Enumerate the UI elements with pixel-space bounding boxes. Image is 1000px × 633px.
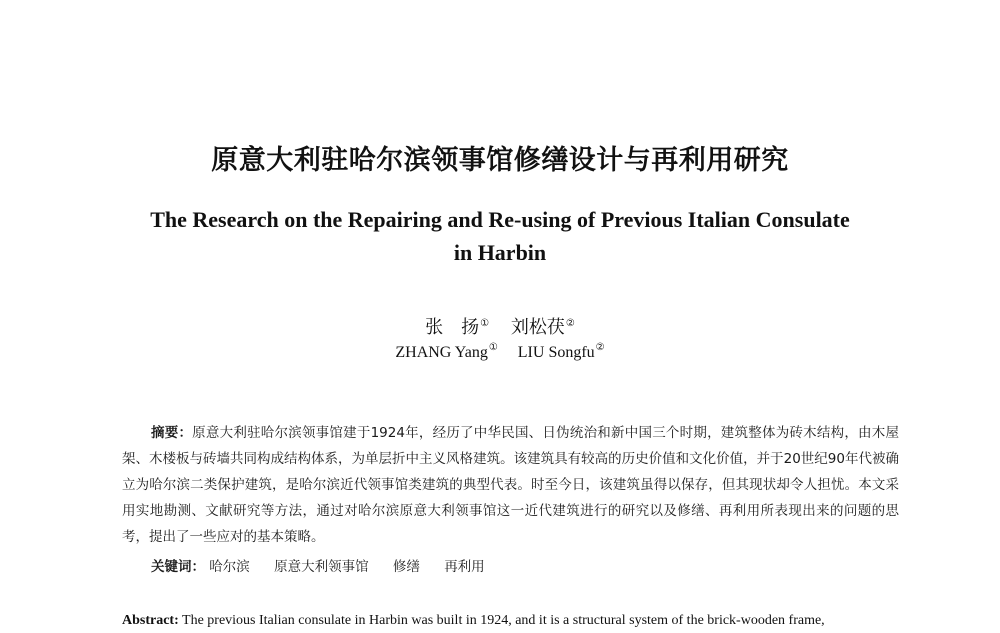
keyword: 哈尔滨 xyxy=(209,559,250,575)
author-cn-1 xyxy=(425,313,489,339)
keywords-label: 关键词： xyxy=(151,559,205,575)
authors-english xyxy=(0,342,1000,362)
affiliation-mark: ② xyxy=(565,318,575,329)
abstract-cn-text: 原意大利驻哈尔滨领事馆建于1924年，经历了中华民国、日伪统治和新中国三个时期，建筑整体为砖木结构，由木屋架、木楼板与砖墙共同构成结构体系，为单层折中主义风格建筑。该建筑具有较高的历史价值和文化价值，并于20世纪90年代被确立为哈尔滨二类保护建筑，是哈尔滨近代领事馆类建筑的典型代表。时至今日，该建筑虽得以保存，但其现状却令人担忧。本文采用实地勘测、文献研究等方法，通过对哈尔滨原意大利领事馆这一近代建筑进行的研究以及修缮、再利用所表现出来的问题的思考，提出了一些应对的基本策略。 xyxy=(122,425,899,545)
author-name: 刘松茯 xyxy=(510,317,565,338)
abstract-cn-label: 摘要： xyxy=(151,425,193,441)
author-en-2 xyxy=(518,342,605,362)
abstract-chinese xyxy=(122,420,899,550)
abstract-en-label: Abstract: xyxy=(122,613,179,628)
title-chinese: 原意大利驻哈尔滨领事馆修缮设计与再利用研究 xyxy=(211,145,789,176)
keywords-chinese xyxy=(151,555,505,575)
keyword: 修缮 xyxy=(392,559,420,575)
affiliation-mark: ① xyxy=(480,318,490,329)
abstract-english xyxy=(122,610,899,632)
abstract-en-text: The previous Italian consulate in Harbin was built in 1924, and it is a structural system of the brick-wooden frame, xyxy=(182,613,825,628)
keyword: 再利用 xyxy=(444,559,485,575)
author-name: 张 扬 xyxy=(425,317,480,338)
author-name: LIU Songfu xyxy=(517,344,595,361)
title-english: The Research on the Repairing and Re-using of Previous Italian Consulate in Harbin xyxy=(150,207,850,265)
affiliation-mark: ② xyxy=(595,342,605,353)
author-en-1 xyxy=(395,342,497,362)
author-name: ZHANG Yang xyxy=(395,344,488,361)
affiliation-mark: ① xyxy=(488,342,498,353)
authors-chinese xyxy=(0,313,1000,339)
author-cn-2 xyxy=(511,313,575,339)
keyword: 原意大利领事馆 xyxy=(274,559,369,575)
